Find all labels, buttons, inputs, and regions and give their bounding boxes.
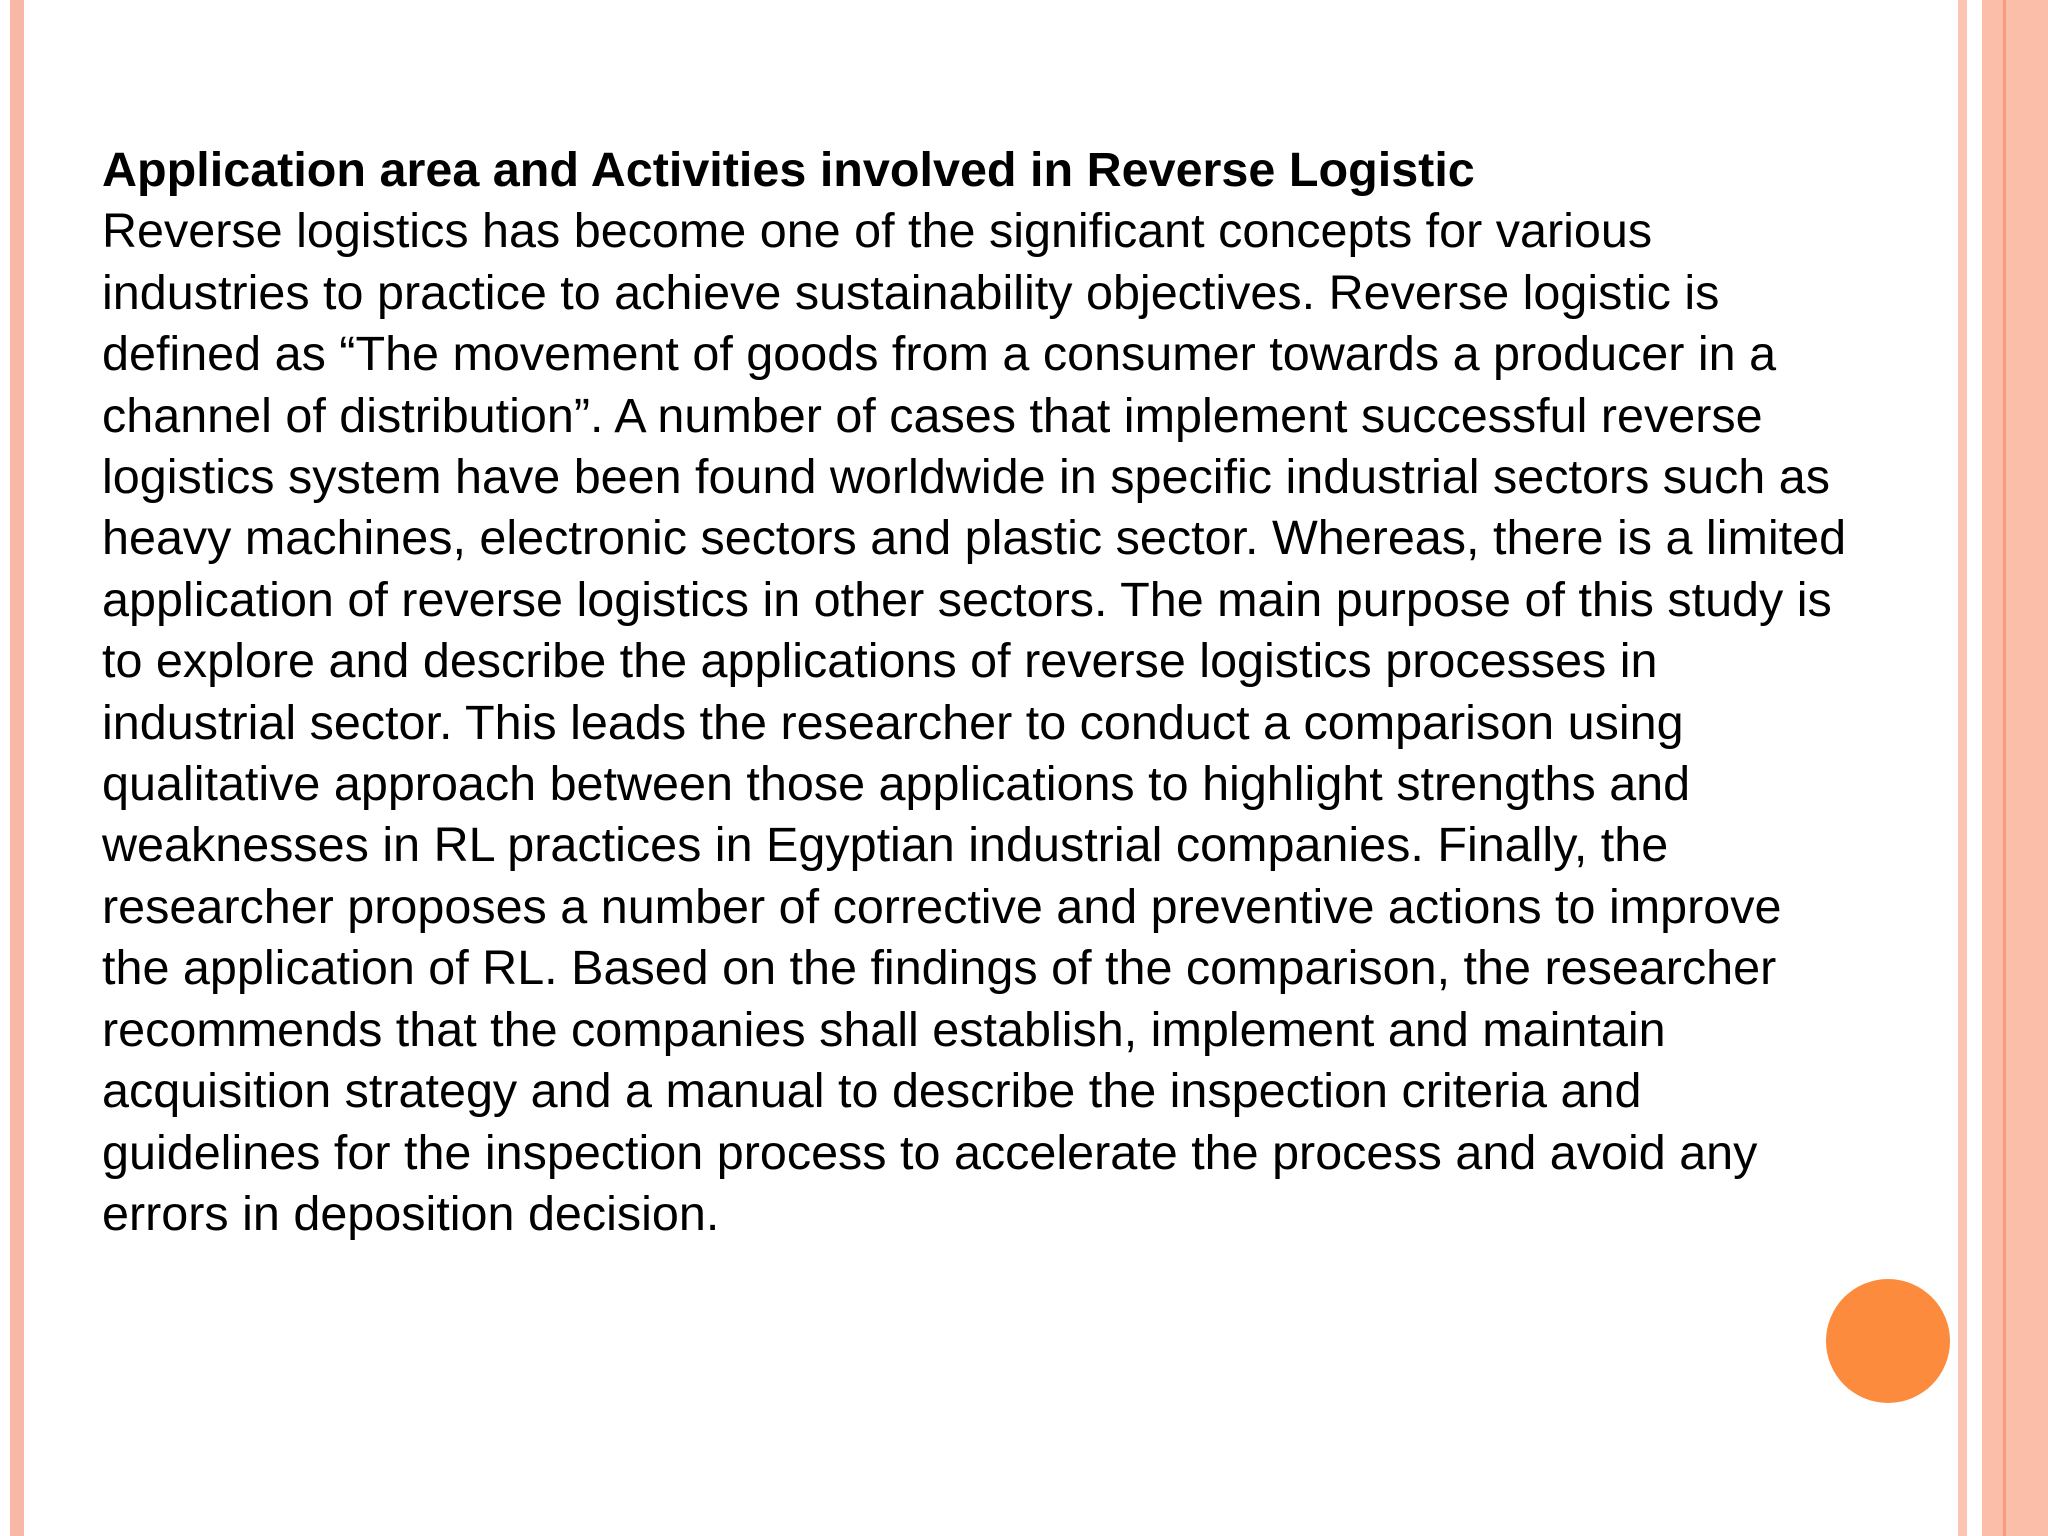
slide-title: Application area and Activities involved in Reverse Logistic <box>102 143 1475 197</box>
body-line: defined as “The movement of goods from a consumer towards a producer in a <box>102 327 1777 382</box>
body-line: researcher proposes a number of corrective and preventive actions to improve <box>102 879 1782 934</box>
body-line: application of reverse logistics in other sectors. The main purpose of this study is <box>102 572 1832 627</box>
right-border-stripe-thin <box>1958 0 1967 1536</box>
body-line: channel of distribution”. A number of cases that implement successful reverse <box>102 388 1763 443</box>
right-border-stripe-wide <box>1982 0 2048 1536</box>
body-line: Reverse logistics has become one of the significant concepts for various <box>102 204 1653 259</box>
body-line: to explore and describe the applications of reverse logistics processes in <box>102 634 1658 689</box>
decorative-orange-circle <box>1826 1279 1950 1403</box>
body-line: industries to practice to achieve sustainability objectives. Reverse logistic is <box>102 265 1720 320</box>
body-line: guidelines for the inspection process to accelerate the process and avoid any <box>102 1125 1758 1180</box>
body-line: the application of RL. Based on the findings of the comparison, the researcher <box>102 941 1777 996</box>
body-line: recommends that the companies shall establish, implement and maintain <box>102 1002 1666 1057</box>
body-line: errors in deposition decision. <box>102 1186 720 1241</box>
body-line: weaknesses in RL practices in Egyptian industrial companies. Finally, the <box>102 818 1669 873</box>
slide-body <box>102 201 1952 1245</box>
body-line: heavy machines, electronic sectors and plastic sector. Whereas, there is a limited <box>102 511 1847 566</box>
body-line: industrial sector. This leads the researcher to conduct a comparison using <box>102 695 1684 750</box>
body-line: acquisition strategy and a manual to describe the inspection criteria and <box>102 1064 1642 1119</box>
left-border-stripe <box>10 0 24 1536</box>
body-line: qualitative approach between those applications to highlight strengths and <box>102 757 1691 812</box>
right-border-stripe-line <box>2003 0 2006 1536</box>
slide-content <box>102 140 1952 1245</box>
body-line: logistics system have been found worldwide in specific industrial sectors such as <box>102 450 1830 505</box>
